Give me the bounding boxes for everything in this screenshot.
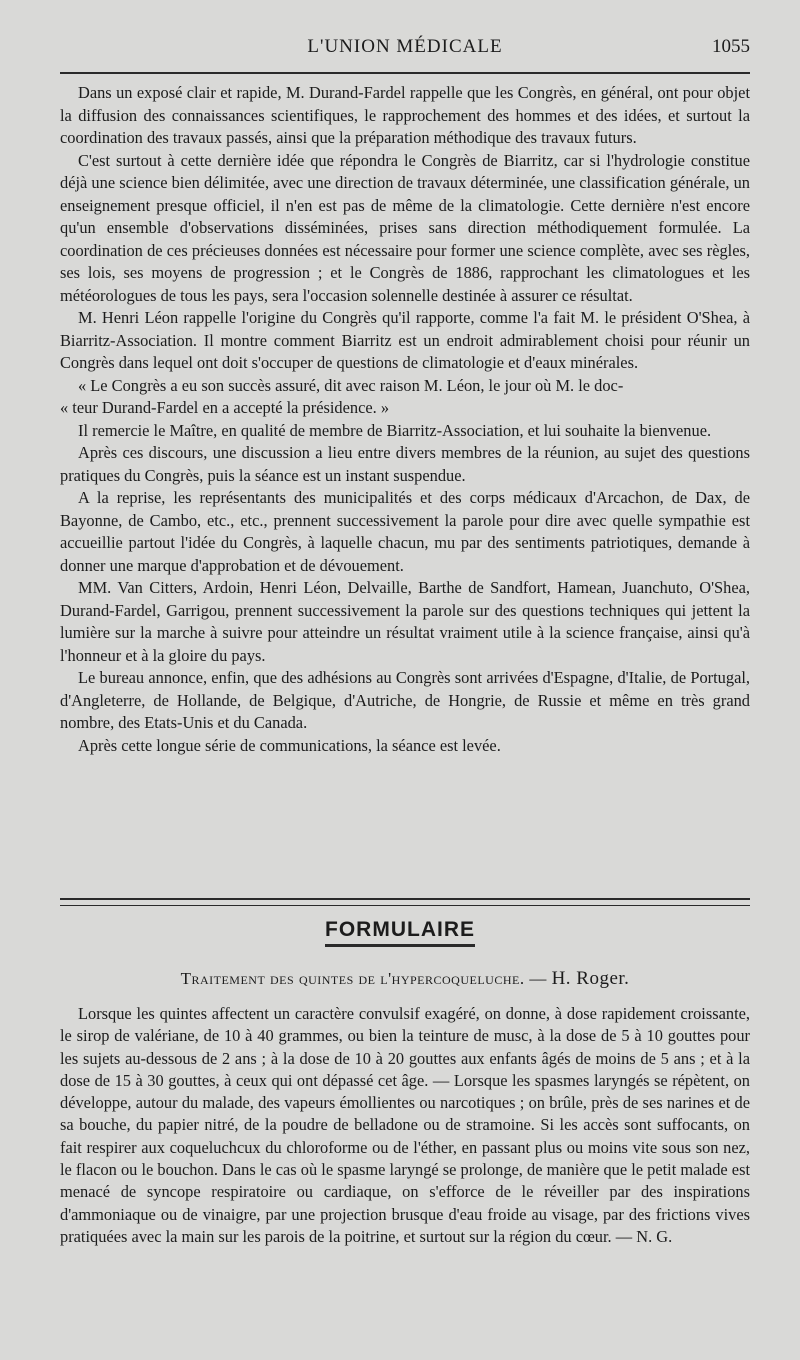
paragraph: Après ces discours, une discussion a lieu entre divers membres de la réunion, au sujet des questions pratiques du Congrès, puis la séance est un instant suspendue. xyxy=(60,443,750,485)
recipe-heading xyxy=(60,968,750,990)
formulaire-section xyxy=(0,918,800,947)
recipe-title: Traitement des quintes de l'hypercoqueluche. — xyxy=(180,969,552,988)
header-rule xyxy=(60,72,750,74)
paragraph: Après cette longue série de communications, la séance est levée. xyxy=(78,735,501,755)
page-header xyxy=(60,36,750,70)
paragraph: M. Henri Léon rappelle l'origine du Congrès qu'il rapporte, comme l'a fait M. le président O'Shea, à Biarritz-Association. Il montre comment Biarritz est un endroit admirablement choisi pour réunir un Congrès dans lequel ont doit s'occuper de questions de climatologie et d'eaux minérales. xyxy=(60,308,750,372)
quote-line: « Le Congrès a eu son succès assuré, dit avec raison M. Léon, le jour où M. le doc- xyxy=(78,375,624,395)
section-title: FORMULAIRE xyxy=(325,918,475,947)
paragraph: C'est surtout à cette dernière idée que répondra le Congrès de Biarritz, car si l'hydrologie constitue déjà une science bien délimitée, avec une direction de travaux déterminée, une classification générale, un enseignement presque officiel, il n'en est pas de même de la climatologie. Cette dernière n'est encore qu'un ensemble d'observations disséminées, prises sans direction méthodiquement formulée. La coordination de ces précieuses données est nécessaire pour former une science complète, avec ses règles, ses lois, ses moyens de progression ; et le Congrès de 1886, rapprochant les climatologues et les météorologues de tous les pays, sera l'occasion solennelle destinée à assurer ce résultat. xyxy=(60,150,750,305)
section-divider xyxy=(60,898,750,906)
quote-line: « teur Durand-Fardel en a accepté la présidence. » xyxy=(60,398,390,417)
paragraph: Dans un exposé clair et rapide, M. Durand-Fardel rappelle que les Congrès, en général, ont pour objet la diffusion des connaissances scientifiques, le rapprochement des hommes et des idées, et surtout la coordination des travaux passés, ainsi que la préparation méthodique des travaux futurs. xyxy=(60,83,750,147)
paragraph: A la reprise, les représentants des municipalités et des corps médicaux d'Arcachon, de Dax, de Bayonne, de Cambo, etc., etc., prennent successivement la parole pour dire avec quelle sympathie est accueillie partout l'idée du Congrès, à laquelle chacun, mu par des sentiments patriotiques, demande à donner une marque d'approbation et de dévouement. xyxy=(60,488,750,575)
recipe-body xyxy=(60,1003,750,1248)
paragraph: Le bureau annonce, enfin, que des adhésions au Congrès sont arrivées d'Espagne, d'Italie, de Portugal, d'Angleterre, de Hollande, de Belgique, d'Autriche, de Hongrie, de Russie et même en très grand nombre, des Etats-Unis et du Canada. xyxy=(60,668,750,732)
running-title: L'UNION MÉDICALE xyxy=(307,36,503,57)
page-number: 1055 xyxy=(712,36,750,57)
recipe-author: H. Roger. xyxy=(551,968,630,989)
article-body xyxy=(60,82,750,757)
paragraph: MM. Van Citters, Ardoin, Henri Léon, Delvaille, Barthe de Sandfort, Hamean, Juanchuto, O'Shea, Durand-Fardel, Garrigou, prennent successivement la parole sur des questions techniques qui jettent la lumière sur la marche à suivre pour atteindre un résultat vraiment utile à la science française, ainsi qu'à l'honneur et à la gloire du pays. xyxy=(60,578,750,665)
paragraph: Lorsque les quintes affectent un caractère convulsif exagéré, on donne, à dose rapidement croissante, le sirop de valériane, de 10 à 40 grammes, ou bien la teinture de musc, à la dose de 5 à 10 gouttes pour les sujets au-dessous de 2 ans ; à la dose de 10 à 20 gouttes aux enfants âgés de moins de 5 ans ; et à la dose de 15 à 30 gouttes, à ceux qui ont dépassé cet âge. — Lorsque les spasmes laryngés se répètent, on développe, autour du malade, des vapeurs émollientes ou narcotiques ; on brûle, près de ses narines et de sa bouche, du papier nitré, de la poudre de belladone ou de stramoine. Si les accès sont suffocants, on fait respirer aux coqueluchcux du chloroforme ou de l'éther, en passant plus ou moins vite sous son nez, le flacon ou le bouchon. Dans le cas où le spasme laryngé se prolonge, de manière que le petit malade est menacé de syncope respiratoire ou cardiaque, on s'efforce de le réveiller par des inspirations d'ammoniaque ou de vinaigre, par une projection brusque d'eau froide au visage, par des frictions vives pratiquées avec la main sur les parois de la poitrine, et surtout sur la région du cœur. — N. G. xyxy=(60,1004,750,1246)
paragraph: Il remercie le Maître, en qualité de membre de Biarritz-Association, et lui souhaite la bienvenue. xyxy=(78,420,712,440)
